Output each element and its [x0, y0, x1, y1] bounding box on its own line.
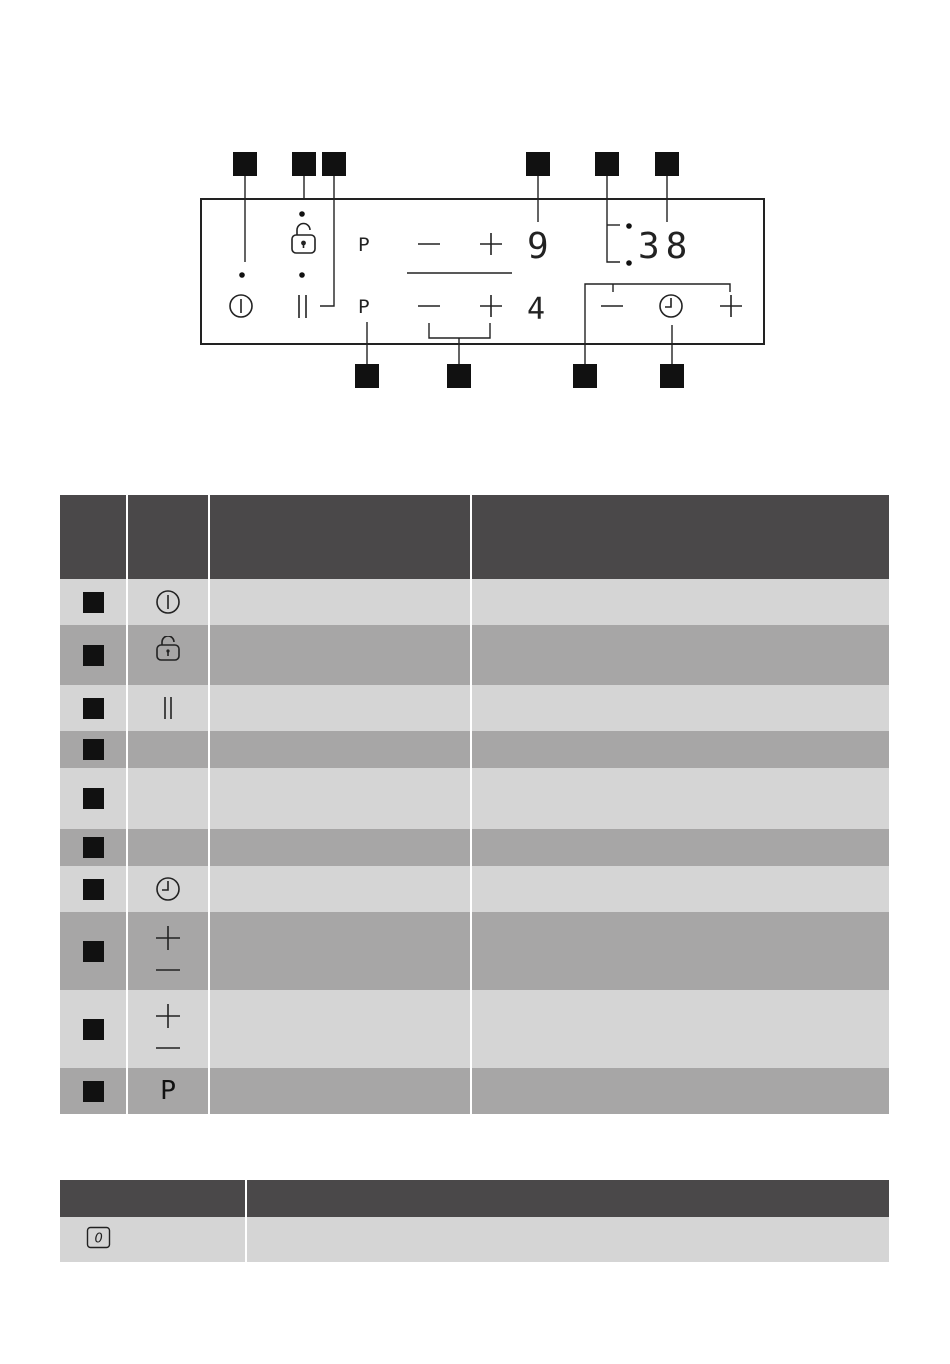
indicator-dot — [626, 260, 632, 266]
callout-marker-5 — [595, 152, 619, 176]
lock-icon — [155, 636, 181, 662]
table-row — [60, 1068, 889, 1114]
indicator-dot — [239, 272, 245, 278]
table-row — [60, 1217, 889, 1262]
header-cell — [246, 1180, 889, 1217]
on-off-icon — [155, 589, 181, 615]
power-boost-icon: P — [160, 1076, 176, 1106]
table-row — [60, 731, 889, 768]
table-row — [60, 866, 889, 912]
indicator-dot — [299, 272, 305, 278]
plus-minus-icon — [154, 926, 182, 976]
plus-icon[interactable] — [480, 295, 502, 317]
table-row — [60, 685, 889, 731]
heat-setting-display-lower: 4 — [527, 292, 546, 327]
header-cell — [60, 1180, 246, 1217]
row-marker — [83, 645, 104, 666]
callout-marker-3 — [322, 152, 346, 176]
table-header-row — [60, 495, 889, 579]
header-cell — [60, 495, 127, 579]
display-table — [60, 1180, 889, 1262]
timer-plus-icon[interactable] — [720, 295, 742, 317]
row-marker — [83, 1081, 104, 1102]
timer-icon — [155, 876, 181, 902]
heat-setting-display-upper: 9 — [527, 226, 549, 267]
table-row — [60, 912, 889, 990]
table-row — [60, 579, 889, 625]
header-cell — [471, 495, 889, 579]
row-marker — [83, 1019, 104, 1040]
row-marker — [83, 739, 104, 760]
row-marker — [83, 592, 104, 613]
control-panel-diagram — [0, 0, 950, 440]
table-row — [60, 768, 889, 829]
table-row — [60, 990, 889, 1068]
callout-marker-8 — [573, 364, 597, 388]
power-boost-lower-label[interactable]: P — [358, 296, 370, 318]
row-marker — [83, 698, 104, 719]
header-cell — [127, 495, 209, 579]
on-off-icon[interactable] — [230, 295, 252, 317]
power-boost-upper-label[interactable]: P — [358, 234, 370, 256]
table-row — [60, 829, 889, 866]
callout-marker-7 — [660, 364, 684, 388]
indicator-dot — [626, 223, 632, 229]
row-marker — [83, 879, 104, 900]
row-marker — [83, 788, 104, 809]
timer-display: 38 — [638, 226, 694, 267]
panel-frame — [201, 199, 764, 344]
display-zero-digit: 0 — [94, 1231, 103, 1246]
callout-marker-10 — [355, 364, 379, 388]
header-cell — [209, 495, 471, 579]
row-marker — [83, 941, 104, 962]
callout-marker-9 — [447, 364, 471, 388]
table-row — [60, 625, 889, 685]
controls-table — [60, 495, 889, 1114]
indicator-dot — [299, 211, 305, 217]
row-marker — [83, 837, 104, 858]
timer-icon[interactable] — [660, 295, 682, 317]
pause-icon — [155, 695, 181, 721]
plus-icon[interactable] — [480, 233, 502, 255]
table-header-row — [60, 1180, 889, 1217]
lock-icon[interactable] — [292, 224, 315, 253]
plus-minus-icon — [154, 1004, 182, 1054]
display-zero-icon — [86, 1226, 112, 1250]
callout-marker-1 — [233, 152, 257, 176]
callout-marker-2 — [292, 152, 316, 176]
callout-marker-6 — [655, 152, 679, 176]
callout-marker-4 — [526, 152, 550, 176]
pause-icon[interactable] — [299, 295, 306, 318]
